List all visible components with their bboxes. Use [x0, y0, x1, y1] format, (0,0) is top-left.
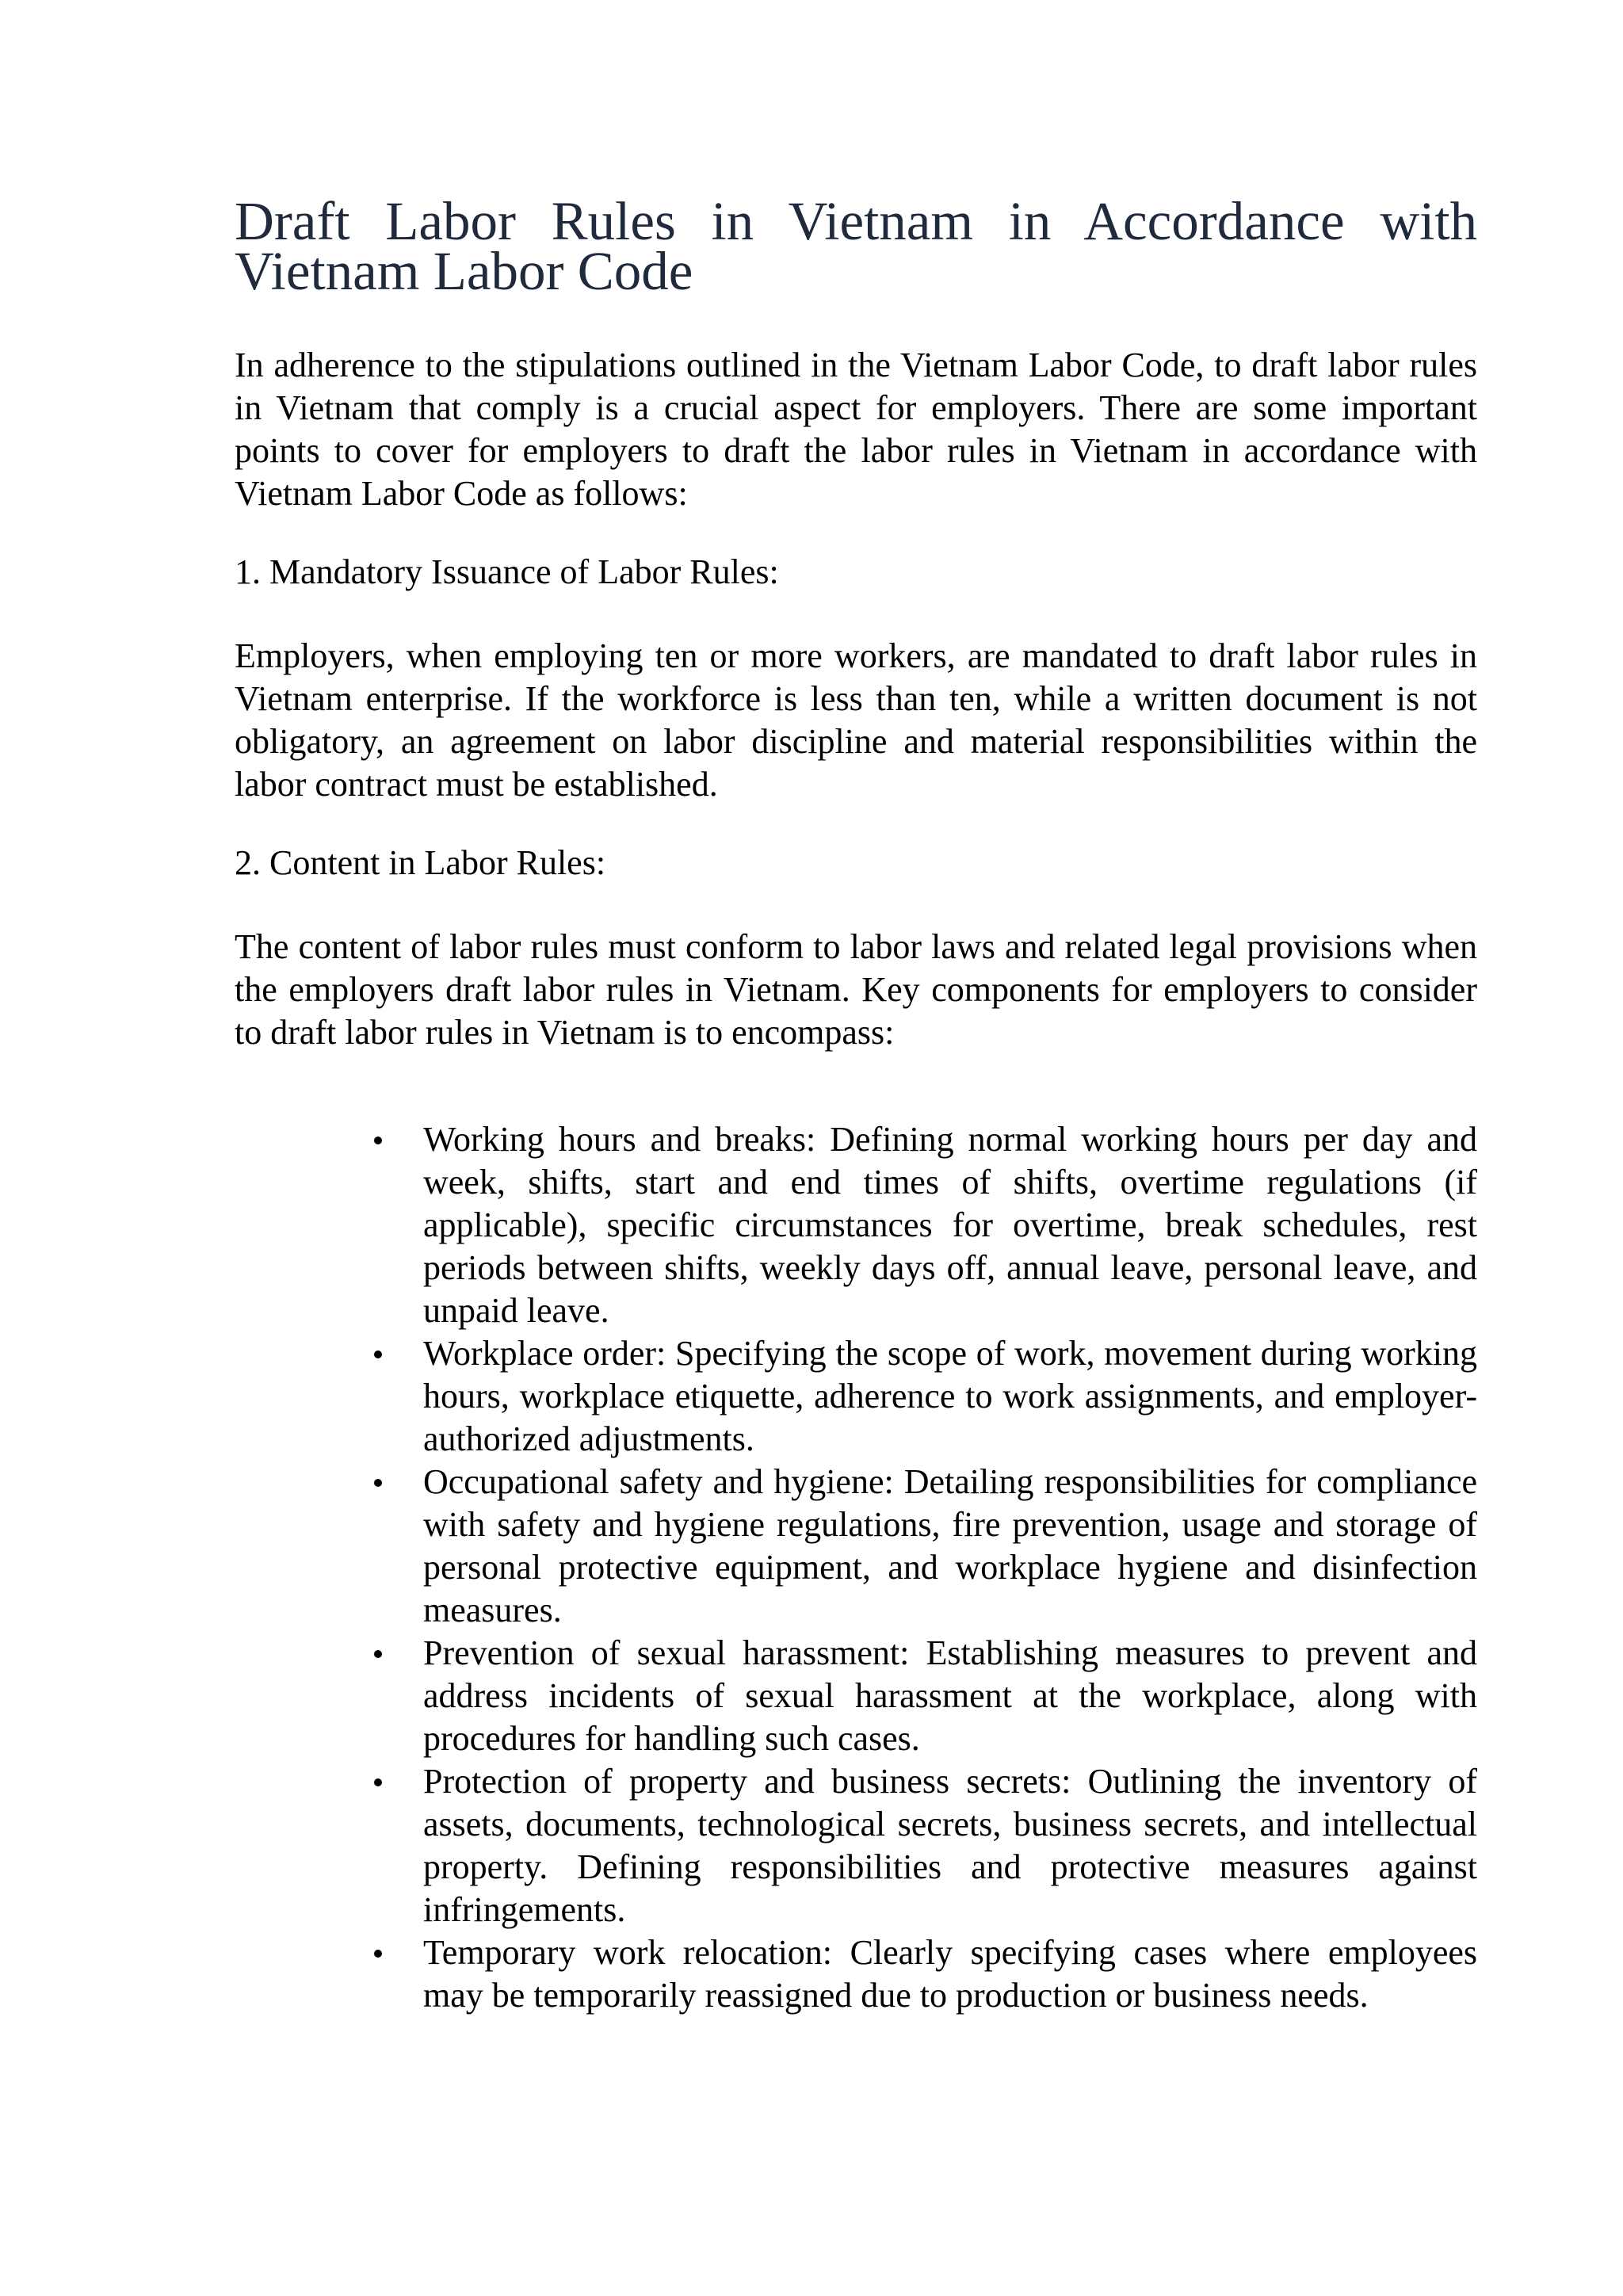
bullet-dot-icon	[374, 1650, 382, 1658]
bullet-item-workplace-order	[423, 1332, 1477, 1461]
section-body-mandatory-issuance: Employers, when employing ten or more workers, are mandated to draft labor rules in Vietnam enterprise. If the workforce is less than ten, while a written document is not obligatory, an agreement on labor discipline and material responsibilities within the labor contract must be established.	[235, 636, 1477, 804]
bullet-dot-icon	[374, 1350, 382, 1358]
document-page	[235, 191, 1477, 2017]
section-heading-content: 2. Content in Labor Rules:	[235, 843, 606, 882]
bullet-dot-icon	[374, 1950, 382, 1958]
bullet-text: Workplace order: Specifying the scope of work, movement during working hours, workplace etiquette, adherence to work assignments, and employer-authorized adjustments.	[423, 1334, 1477, 1458]
bullet-dot-icon	[374, 1137, 382, 1144]
bullet-item-safety-hygiene	[423, 1461, 1477, 1632]
bullet-dot-icon	[374, 1778, 382, 1786]
section-body-content: The content of labor rules must conform to labor laws and related legal provisions when the employers draft labor rules in Vietnam. Key components for employers to consider to draft labor rules in Vietnam is to encompass:	[235, 927, 1477, 1052]
bullet-text: Prevention of sexual harassment: Establishing measures to prevent and address incidents of sexual harassment at the workplace, along with procedures for handling such cases.	[423, 1633, 1477, 1758]
bullet-item-working-hours	[423, 1118, 1477, 1332]
bullet-item-sexual-harassment	[423, 1632, 1477, 1760]
bullet-item-temporary-relocation	[423, 1931, 1477, 2017]
document-title: Draft Labor Rules in Vietnam in Accordance with Vietnam Labor Code	[235, 191, 1477, 301]
bullet-item-property-secrets	[423, 1760, 1477, 1931]
bullet-dot-icon	[374, 1479, 382, 1487]
bullet-text: Protection of property and business secrets: Outlining the inventory of assets, documents, technological secrets, business secrets, and intellectual property. Defining responsibilities and protective measures against infringements.	[423, 1762, 1477, 1929]
bullet-list	[235, 1118, 1477, 2017]
bullet-text: Occupational safety and hygiene: Detailing responsibilities for compliance with safety and hygiene regulations, fire prevention, usage and storage of personal protective equipment, and workplace hygiene and disinfection measures.	[423, 1462, 1477, 1629]
section-heading-mandatory-issuance: 1. Mandatory Issuance of Labor Rules:	[235, 552, 779, 591]
intro-paragraph: In adherence to the stipulations outlined in the Vietnam Labor Code, to draft labor rules in Vietnam that comply is a crucial aspect for employers. There are some important points to cover for employers to draft the labor rules in Vietnam in accordance with Vietnam Labor Code as follows:	[235, 346, 1477, 513]
bullet-text: Temporary work relocation: Clearly specifying cases where employees may be temporarily reassigned due to production or business needs.	[423, 1933, 1477, 2015]
bullet-text: Working hours and breaks: Defining normal working hours per day and week, shifts, start and end times of shifts, overtime regulations (if applicable), specific circumstances for overtime, break schedules, rest periods between shifts, weekly days off, annual leave, personal leave, and unpaid leave.	[423, 1120, 1477, 1330]
